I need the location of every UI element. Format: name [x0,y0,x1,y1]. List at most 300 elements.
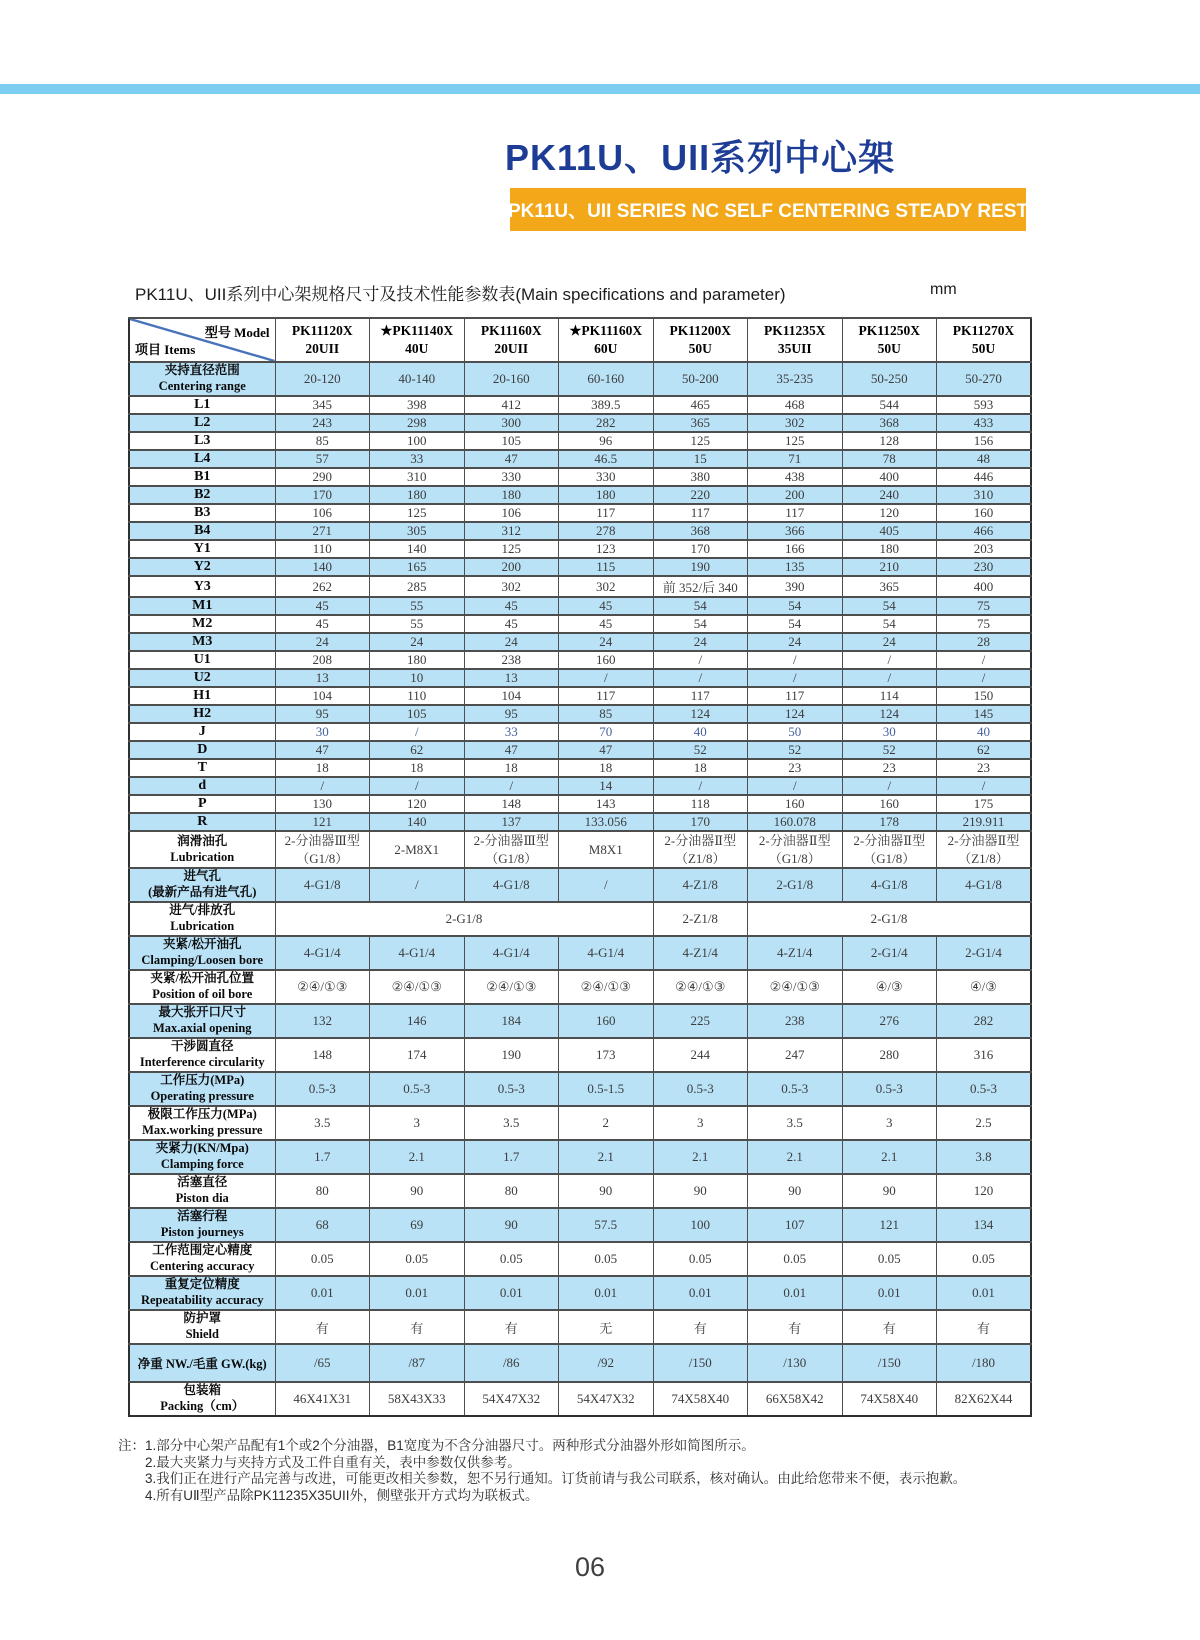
table-cell: 23 [748,759,843,777]
table-cell: 13 [464,669,559,687]
table-cell: 有 [370,1310,465,1344]
table-row [129,1242,1031,1276]
corner-items-label: 项目 Items [135,342,196,357]
table-cell: 4-Z1/4 [748,936,843,970]
table-row [129,831,1031,868]
table-cell: 100 [653,1208,748,1242]
table-row [129,1382,1031,1416]
table-cell: 247 [748,1038,843,1072]
table-cell: 0.05 [559,1242,654,1276]
table-cell: 46X41X31 [275,1382,370,1416]
table-cell: 298 [370,414,465,432]
table-cell: 178 [842,813,937,831]
table-cell: ④/③ [842,970,937,1004]
table-cell: 24 [653,633,748,651]
table-cell: 115 [559,558,654,576]
table-cell: 124 [842,705,937,723]
table-cell: 68 [275,1208,370,1242]
table-cell: 45 [275,597,370,615]
table-cell: 2-Z1/8 [653,902,748,936]
note-line: 2.最大夹紧力与夹持方式及工件自重有关，表中参数仅供参考。 [145,1454,521,1470]
table-cell: 18 [559,759,654,777]
table-cell: 3 [653,1106,748,1140]
table-cell: 47 [275,741,370,759]
table-cell: 107 [748,1208,843,1242]
table-cell: 117 [653,504,748,522]
table-cell: 62 [370,741,465,759]
table-cell: 54 [653,597,748,615]
table-cell: / [464,777,559,795]
table-cell: 4-G1/4 [559,936,654,970]
table-cell: 412 [464,396,559,414]
table-cell: 123 [559,540,654,558]
table-cell: 2 [559,1106,654,1140]
table-cell: 104 [275,687,370,705]
table-cell: 15 [653,450,748,468]
table-cell: 45 [559,597,654,615]
column-header: ★PK11140X 40U [370,318,465,362]
table-row [129,615,1031,633]
table-cell: 0.01 [464,1276,559,1310]
table-row [129,450,1031,468]
table-cell: 310 [370,468,465,486]
table-row [129,414,1031,432]
table-cell: / [370,723,465,741]
table-cell: 160 [842,795,937,813]
table-cell: 389.5 [559,396,654,414]
spec-table [128,317,1032,1417]
table-cell: 62 [937,741,1032,759]
table-cell: 54X47X32 [464,1382,559,1416]
table-cell: 244 [653,1038,748,1072]
row-label: D [129,741,275,759]
table-cell: 0.01 [653,1276,748,1310]
row-label: B2 [129,486,275,504]
table-cell: 125 [748,432,843,450]
table-cell: 2-G1/4 [937,936,1032,970]
table-cell: 366 [748,522,843,540]
table-cell: 174 [370,1038,465,1072]
table-cell: 282 [559,414,654,432]
table-cell: 54X47X32 [559,1382,654,1416]
table-cell: 54 [653,615,748,633]
table-cell: 302 [559,576,654,597]
row-label: 夹紧/松开油孔 Clamping/Loosen bore [129,936,275,970]
row-label: R [129,813,275,831]
table-row [129,705,1031,723]
table-cell: 330 [464,468,559,486]
table-cell: 121 [842,1208,937,1242]
table-cell: 有 [275,1310,370,1344]
table-cell: 4-G1/4 [370,936,465,970]
row-label: H1 [129,687,275,705]
table-cell: 30 [842,723,937,741]
table-cell: 4-G1/8 [937,868,1032,902]
table-cell: / [559,868,654,902]
table-cell: 0.5-3 [842,1072,937,1106]
column-header: ★PK11160X 60U [559,318,654,362]
table-row [129,1038,1031,1072]
table-cell: 140 [370,540,465,558]
row-label: 最大张开口尺寸 Max.axial opening [129,1004,275,1038]
table-cell: 54 [748,615,843,633]
table-cell: /130 [748,1344,843,1382]
table-row [129,1208,1031,1242]
table-cell: 0.5-3 [370,1072,465,1106]
table-cell: 146 [370,1004,465,1038]
table-cell: 23 [842,759,937,777]
table-row [129,795,1031,813]
table-cell: 165 [370,558,465,576]
table-caption: PK11U、UII系列中心架规格尺寸及技术性能参数表(Main specifications and parameter) [135,285,786,304]
table-cell: / [559,669,654,687]
table-cell: 2.1 [842,1140,937,1174]
row-label: 夹紧/松开油孔位置 Position of oil bore [129,970,275,1004]
page-title: PK11U、UII系列中心架 [505,137,896,178]
table-cell: 271 [275,522,370,540]
row-label: B4 [129,522,275,540]
table-cell: 180 [559,486,654,504]
table-cell: 114 [842,687,937,705]
table-cell: 300 [464,414,559,432]
table-cell: 180 [464,486,559,504]
table-cell: /150 [842,1344,937,1382]
corner-model-label: 型号 Model [204,325,270,340]
table-cell: /86 [464,1344,559,1382]
table-cell: 302 [748,414,843,432]
row-label: L1 [129,396,275,414]
table-cell: 135 [748,558,843,576]
table-cell: 210 [842,558,937,576]
table-cell: 310 [937,486,1032,504]
table-cell: 117 [748,687,843,705]
table-cell: 170 [275,486,370,504]
table-cell: 54 [842,597,937,615]
table-cell: 105 [464,432,559,450]
table-cell: 124 [748,705,843,723]
table-row [129,687,1031,705]
table-cell: 0.05 [370,1242,465,1276]
table-cell: 121 [275,813,370,831]
row-label: 活塞行程 Piston journeys [129,1208,275,1242]
table-cell: 90 [842,1174,937,1208]
table-row [129,540,1031,558]
table-cell: / [748,777,843,795]
table-cell: 220 [653,486,748,504]
table-cell: 544 [842,396,937,414]
table-cell: ②④/①③ [559,970,654,1004]
table-row [129,1310,1031,1344]
table-cell: 有 [464,1310,559,1344]
table-row [129,558,1031,576]
table-cell: 398 [370,396,465,414]
table-cell: 33 [464,723,559,741]
table-cell: 90 [370,1174,465,1208]
table-cell: 0.05 [653,1242,748,1276]
table-cell: / [842,651,937,669]
table-cell: 120 [937,1174,1032,1208]
table-cell: 45 [275,615,370,633]
table-row [129,1004,1031,1038]
table-cell: 160.078 [748,813,843,831]
table-cell: 50 [748,723,843,741]
table-cell: 3.5 [275,1106,370,1140]
table-cell: 24 [842,633,937,651]
table-cell: 40 [653,723,748,741]
table-cell: 282 [937,1004,1032,1038]
table-cell: 80 [464,1174,559,1208]
row-label: 极限工作压力(MPa) Max.working pressure [129,1106,275,1140]
table-cell: 118 [653,795,748,813]
table-cell: 433 [937,414,1032,432]
table-cell: 130 [275,795,370,813]
table-cell: 有 [653,1310,748,1344]
table-cell: 140 [370,813,465,831]
table-cell: 50-270 [937,362,1032,396]
table-cell: 133.056 [559,813,654,831]
table-cell: ②④/①③ [653,970,748,1004]
table-cell: 10 [370,669,465,687]
table-cell: 47 [559,741,654,759]
table-cell: 117 [559,687,654,705]
table-row [129,970,1031,1004]
table-cell: 468 [748,396,843,414]
row-label: L4 [129,450,275,468]
table-row [129,432,1031,450]
table-cell: 125 [370,504,465,522]
table-cell: 438 [748,468,843,486]
table-cell: 55 [370,615,465,633]
table-cell: 52 [748,741,843,759]
table-cell: 47 [464,741,559,759]
table-cell: 148 [464,795,559,813]
table-cell: / [937,669,1032,687]
table-cell: 74X58X40 [842,1382,937,1416]
row-label: 夹紧力(KN/Mpa) Clamping force [129,1140,275,1174]
table-cell: 160 [559,1004,654,1038]
table-cell: 243 [275,414,370,432]
table-row [129,868,1031,902]
table-cell: / [842,669,937,687]
row-label: 工作范围定心精度 Centering accuracy [129,1242,275,1276]
table-cell: / [748,651,843,669]
table-cell: 54 [842,615,937,633]
table-cell: / [275,777,370,795]
row-label: M2 [129,615,275,633]
table-row [129,1106,1031,1140]
table-cell: 2-分油器Ⅲ型 （G1/8） [464,831,559,868]
table-row [129,504,1031,522]
row-label: 夹持直径范围 Centering range [129,362,275,396]
table-cell: / [937,777,1032,795]
row-label: P [129,795,275,813]
table-row [129,486,1031,504]
table-cell: 117 [748,504,843,522]
row-label: B1 [129,468,275,486]
table-cell: M8X1 [559,831,654,868]
table-cell: 104 [464,687,559,705]
table-cell: 90 [559,1174,654,1208]
table-cell: 66X58X42 [748,1382,843,1416]
table-cell: / [653,669,748,687]
table-cell: 45 [559,615,654,633]
table-cell: 150 [937,687,1032,705]
row-label: Y3 [129,576,275,597]
table-cell: 60-160 [559,362,654,396]
table-cell: 96 [559,432,654,450]
table-cell: 0.05 [842,1242,937,1276]
table-cell: 95 [464,705,559,723]
table-row [129,651,1031,669]
table-cell: 368 [653,522,748,540]
table-row [129,396,1031,414]
table-row [129,468,1031,486]
table-cell: 无 [559,1310,654,1344]
table-cell: 2-分油器Ⅱ型 （G1/8） [842,831,937,868]
table-cell: 24 [275,633,370,651]
table-cell: 0.5-3 [653,1072,748,1106]
table-cell: 160 [559,651,654,669]
table-cell: 47 [464,450,559,468]
column-header: PK11250X 50U [842,318,937,362]
table-cell: 50-200 [653,362,748,396]
table-cell: 18 [464,759,559,777]
unit-label: mm [930,281,957,298]
table-cell: 1.7 [275,1140,370,1174]
table-cell: 0.01 [370,1276,465,1310]
note-line: 1.部分中心架产品配有1个或2个分油器，B1宽度为不含分油器尺寸。两种形式分油器外形如简图所示。 [145,1438,755,1453]
table-cell: 190 [653,558,748,576]
table-row [129,362,1031,396]
table-cell: 156 [937,432,1032,450]
table-cell: 120 [370,795,465,813]
table-cell: 2-G1/8 [275,902,653,936]
table-cell: 24 [559,633,654,651]
table-cell: 80 [275,1174,370,1208]
table-row [129,741,1031,759]
column-header: PK11160X 20UII [464,318,559,362]
table-cell: 106 [275,504,370,522]
table-cell: ②④/①③ [464,970,559,1004]
table-row [129,1140,1031,1174]
page-number: 06 [574,1552,606,1582]
table-cell: 593 [937,396,1032,414]
table-cell: 2-G1/8 [748,902,1032,936]
table-cell: 125 [653,432,748,450]
table-cell: 290 [275,468,370,486]
table-cell: 117 [653,687,748,705]
table-cell: /180 [937,1344,1032,1382]
table-cell: 110 [370,687,465,705]
table-cell: 2.1 [370,1140,465,1174]
table-cell: 70 [559,723,654,741]
table-row [129,1344,1031,1382]
table-cell: 316 [937,1038,1032,1072]
table-cell: 82X62X44 [937,1382,1032,1416]
table-cell: 40 [937,723,1032,741]
table-cell: 100 [370,432,465,450]
table-cell: 137 [464,813,559,831]
row-label: B3 [129,504,275,522]
table-cell: 390 [748,576,843,597]
table-row [129,902,1031,936]
table-cell: 24 [464,633,559,651]
table-cell: 95 [275,705,370,723]
table-cell: 125 [464,540,559,558]
table-cell: 13 [275,669,370,687]
table-cell: 0.5-3 [748,1072,843,1106]
table-cell: 57 [275,450,370,468]
table-cell: 2.1 [653,1140,748,1174]
table-cell: 465 [653,396,748,414]
table-cell: 0.05 [464,1242,559,1276]
table-cell: 35-235 [748,362,843,396]
table-cell: 132 [275,1004,370,1038]
table-cell: /65 [275,1344,370,1382]
table-cell: 有 [748,1310,843,1344]
series-banner: PK11U、UII SERIES NC SELF CENTERING STEADY REST [510,188,1026,231]
table-cell: 2-G1/4 [842,936,937,970]
table-cell: 4-G1/8 [275,868,370,902]
table-cell: 90 [748,1174,843,1208]
table-cell: 3.5 [748,1106,843,1140]
row-label: U2 [129,669,275,687]
table-cell: 18 [370,759,465,777]
table-cell: / [748,669,843,687]
table-cell: 466 [937,522,1032,540]
table-cell: 173 [559,1038,654,1072]
table-cell: 4-G1/4 [275,936,370,970]
table-cell: 52 [653,741,748,759]
table-cell: 446 [937,468,1032,486]
table-cell: 0.5-3 [275,1072,370,1106]
table-cell: 23 [937,759,1032,777]
table-cell: /87 [370,1344,465,1382]
table-cell: 180 [370,486,465,504]
table-cell: 280 [842,1038,937,1072]
row-label: L2 [129,414,275,432]
table-cell: 0.05 [937,1242,1032,1276]
table-cell: 20-120 [275,362,370,396]
table-cell: 33 [370,450,465,468]
table-row [129,597,1031,615]
table-cell: 345 [275,396,370,414]
row-label: 包装箱 Packing（cm） [129,1382,275,1416]
table-cell: 2-M8X1 [370,831,465,868]
row-label: J [129,723,275,741]
table-cell: 166 [748,540,843,558]
table-cell: 18 [653,759,748,777]
table-cell: ②④/①③ [748,970,843,1004]
column-header: PK11200X 50U [653,318,748,362]
table-row [129,522,1031,540]
table-cell: 90 [653,1174,748,1208]
table-cell: 58X43X33 [370,1382,465,1416]
table-cell: 3.5 [464,1106,559,1140]
table-cell: 2-分油器Ⅱ型 （G1/8） [748,831,843,868]
table-cell: 148 [275,1038,370,1072]
table-cell: 2.5 [937,1106,1032,1140]
notes-prefix: 注： [118,1438,145,1453]
table-cell: 4-Z1/8 [653,868,748,902]
table-cell: 45 [464,615,559,633]
table-cell: 240 [842,486,937,504]
table-cell: 200 [748,486,843,504]
table-cell: 180 [842,540,937,558]
table-cell: 238 [464,651,559,669]
table-cell: 40-140 [370,362,465,396]
table-cell: 0.5-3 [464,1072,559,1106]
